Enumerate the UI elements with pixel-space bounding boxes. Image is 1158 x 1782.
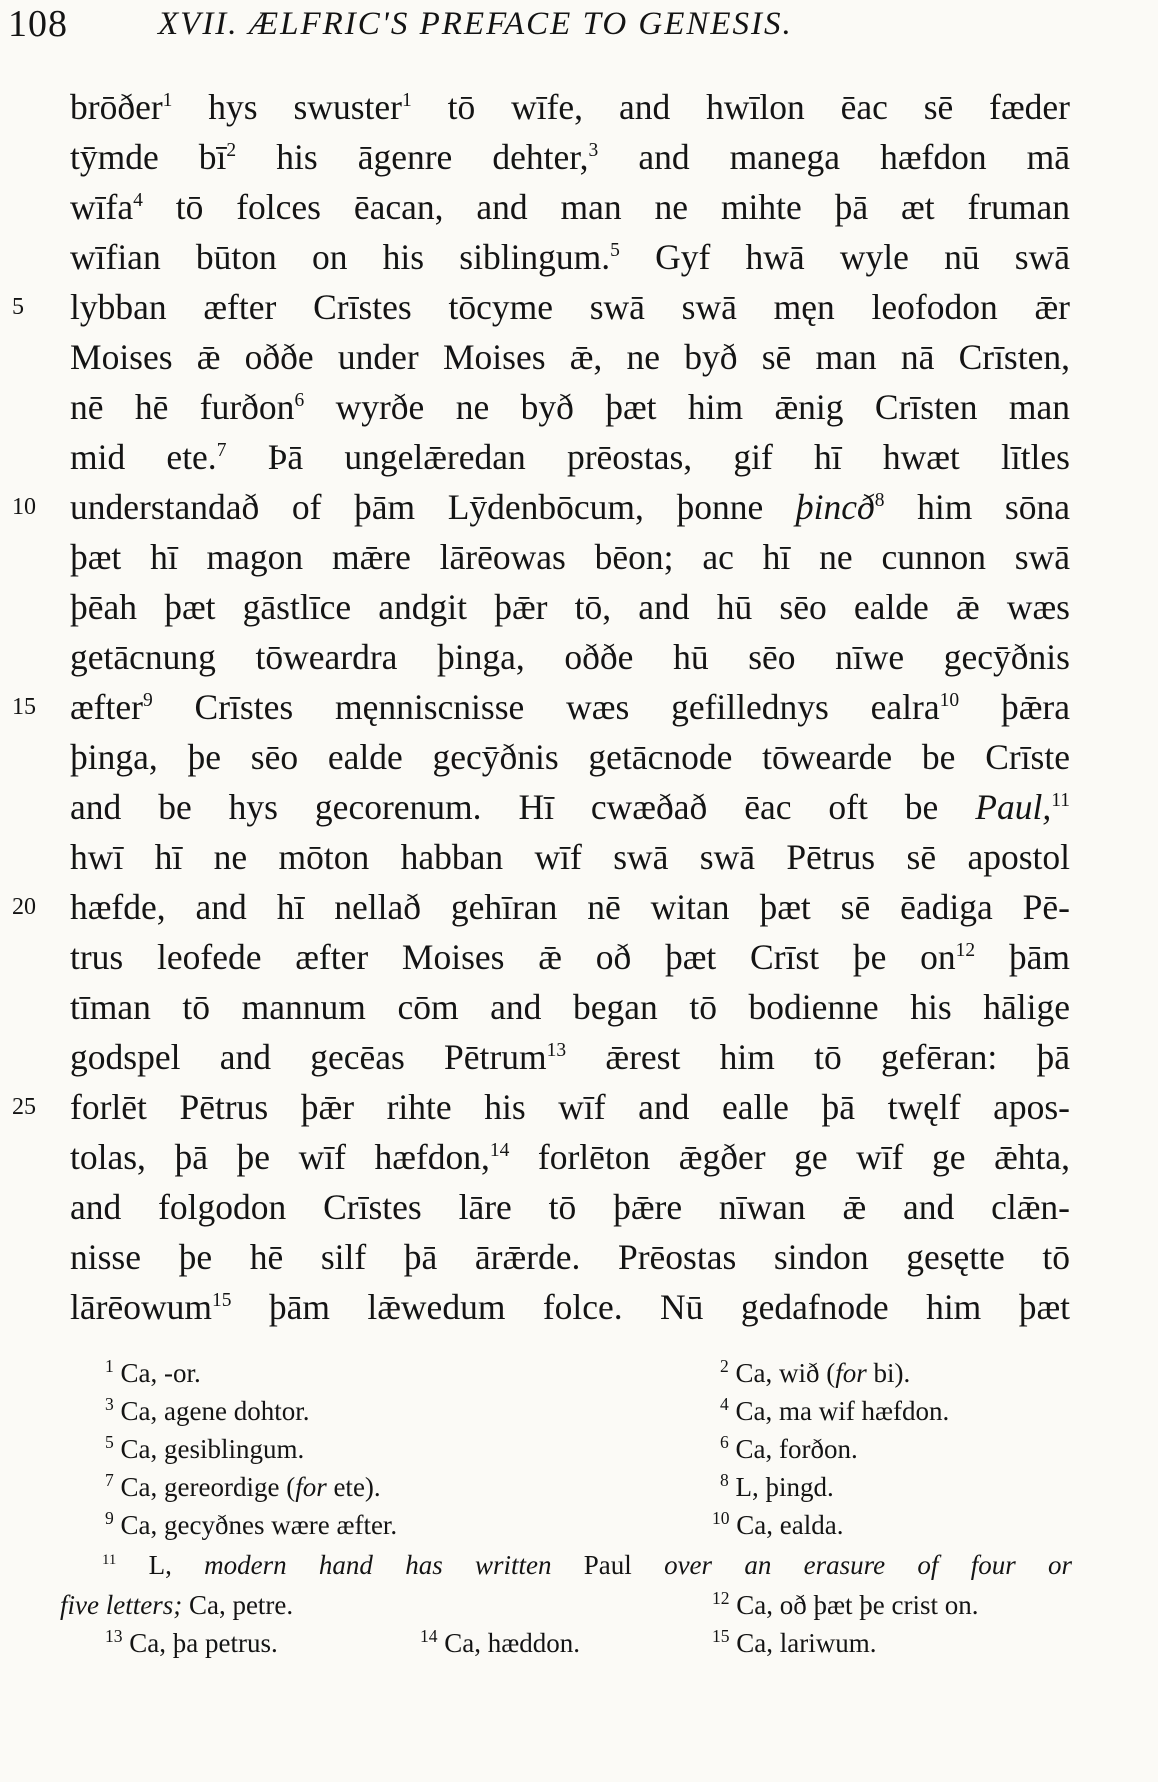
text-line: godspel and gecēas Pētrum$^{13}$ ǣrest him tō gefēran: þā <box>70 1037 1070 1077</box>
text-line: nē hē furðon$^6$ wyrðe ne byð þæt him ǣnig Crīsten man <box>70 387 1070 427</box>
text-line: and be hys gecorenum. Hī cwæðað ēac oft be Paul,$^{11}$ <box>70 787 1070 827</box>
footnote: $^2$ Ca, wið (for bi). <box>720 1356 911 1388</box>
footnote: $^1$ Ca, -or. <box>105 1356 201 1388</box>
line-number: 5 <box>12 294 24 320</box>
line-number: 20 <box>12 894 36 920</box>
footnote: $^9$ Ca, gecyðnes wære æfter. <box>105 1508 398 1540</box>
page-number: 108 <box>8 3 68 45</box>
footnote-ref: 9 <box>142 690 153 712</box>
text-line: nisse þe hē silf þā ārǣrde. Prēostas sindon gesętte tō <box>70 1237 1070 1277</box>
footnote-ref: 4 <box>133 190 143 212</box>
text-line: tolas, þā þe wīf hæfdon,$^{14}$ forlēton ǣgðer ge wīf ge ǣhta, <box>70 1137 1071 1177</box>
footnote: $^7$ Ca, gereordige (for ete). <box>105 1470 381 1502</box>
footnote: $^3$ Ca, agene dohtor. <box>105 1394 310 1426</box>
text-line: hwī hī ne mōton habban wīf swā swā Pētrus sē apostol <box>70 837 1070 877</box>
line-number: 15 <box>12 694 36 720</box>
text-line: hæfde, and hī nellað gehīran nē witan þæt sē ēadiga Pē- <box>70 887 1070 927</box>
footnote-ref: 7 <box>216 440 227 462</box>
text-line: æfter$^9$ Crīstes męnniscnisse wæs gefillednys ealra$^{10}$ þǣra <box>70 687 1070 727</box>
text-line: brōðer$^1$ hys swuster$^1$ tō wīfe, and hwīlon ēac sē fæder <box>70 87 1071 127</box>
text-line: mid ete.$^7$ Þā ungelǣredan prēostas, gif hī hwæt lītles <box>70 437 1070 477</box>
footnote: $^8$ L, þingd. <box>720 1470 834 1502</box>
footnote: $^{15}$ Ca, lariwum. <box>712 1626 877 1658</box>
footnote-ref: 3 <box>588 140 599 162</box>
footnote: $^{10}$ Ca, ealda. <box>712 1508 844 1540</box>
text-line: þēah þæt gāstlīce andgit þǣr tō, and hū sēo ealde ǣ wæs <box>70 587 1070 627</box>
footnote: $^{13}$ Ca, þa petrus. <box>105 1626 278 1658</box>
footnote-ref: 15 <box>211 1290 232 1312</box>
text-line: Moises ǣ oððe under Moises ǣ, ne byð sē man nā Crīsten, <box>70 337 1070 377</box>
footnote-ref: 6 <box>294 390 305 412</box>
text-line: lybban æfter Crīstes tōcyme swā swā męn leofodon ǣr <box>70 287 1070 327</box>
footnote: $^{12}$ Ca, oð þæt þe crist on. <box>712 1588 979 1620</box>
footnote-ref: 12 <box>955 940 976 962</box>
footnote: $^4$ Ca, ma wif hæfdon. <box>720 1394 950 1426</box>
text-line: understandað of þām Lȳdenbōcum, þonne þincð$^8$ him sōna <box>70 487 1070 527</box>
text-line: wīfian būton on his siblingum.$^5$ Gyf hwā wyle nū swā <box>70 237 1070 277</box>
text-line: wīfa$^4$ tō folces ēacan, and man ne mihte þā æt fruman <box>70 187 1070 227</box>
footnote-continuation: five letters; Ca, petre. <box>60 1590 294 1620</box>
text-line: trus leofede æfter Moises ǣ oð þæt Crīst þe $on^{12}$ þām <box>70 937 1070 977</box>
footnote-ref: 10 <box>939 690 960 712</box>
footnote: $^5$ Ca, gesiblingum. <box>105 1432 305 1464</box>
text-line: and folgodon Crīstes lāre tō þǣre nīwan ǣ and clǣn- <box>70 1187 1070 1227</box>
footnote: $^6$ Ca, forðon. <box>720 1432 858 1464</box>
text-line: lārēowum$^{15}$ þām lǣwedum folce. Nū gedafnode him þæt <box>70 1287 1070 1327</box>
text-line: þinga, þe sēo ealde gecȳðnis getācnode tōwearde be Crīste <box>70 737 1070 777</box>
text-line: getācnung tōweardra þinga, oððe hū sēo nīwe gecȳðnis <box>70 637 1070 677</box>
footnote-ref: 2 <box>226 140 237 162</box>
footnote-ref: 13 <box>546 1040 567 1062</box>
footnote-ref: 11 <box>1051 790 1070 812</box>
footnote-ref: 5 <box>610 240 620 262</box>
footnote-ref: 1 <box>401 90 412 112</box>
footnote-ref: 1 <box>162 90 173 112</box>
footnote-ref: 14 <box>489 1140 510 1162</box>
line-number: 25 <box>12 1094 36 1120</box>
text-line: forlēt Pētrus þǣr rihte his wīf and ealle þā twęlf apos- <box>70 1087 1070 1127</box>
text-line: tīman tō mannum cōm and began tō bodienne his hālige <box>70 987 1070 1027</box>
text-line: þæt hī magon mǣre lārēowas bēon; ac hī ne cunnon swā <box>70 537 1070 577</box>
footnote: $^{11}$ L, modern hand has written Paul over an erasure of four or <box>102 1550 1072 1580</box>
text-line: tȳmde $bī^2$ his āgenre dehter,$^3$ and manega hæfdon mā <box>70 137 1071 177</box>
running-title: XVII. ÆLFRIC'S PREFACE TO GENESIS. <box>158 6 793 42</box>
line-number: 10 <box>12 494 36 520</box>
footnote-ref: 8 <box>874 490 885 512</box>
footnote: $^{14}$ Ca, hæddon. <box>420 1626 581 1658</box>
